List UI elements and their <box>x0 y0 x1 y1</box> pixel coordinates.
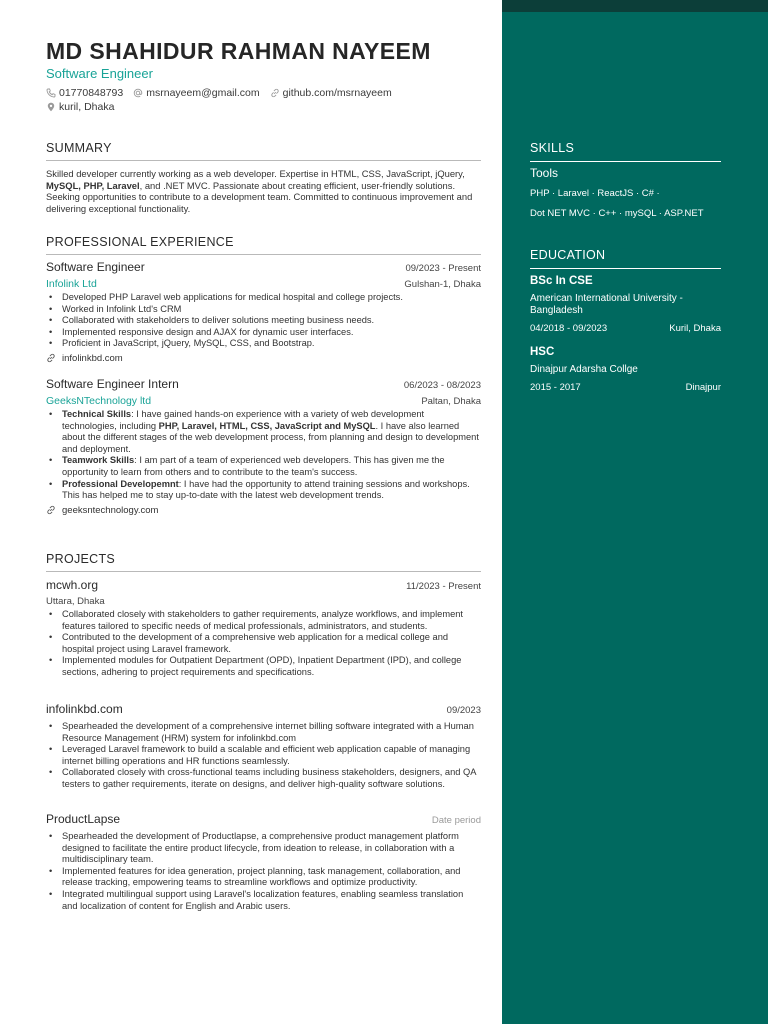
job-entry-bullets <box>46 409 481 502</box>
summary-text-part2: , and .NET MVC. Passionate about creating efficient, user-friendly solutions. Seeking opportunities to contribute to a development team. Committed to continuous improvement and delivering exceptional functionality. <box>46 179 473 214</box>
project-date: Date period <box>431 815 481 826</box>
github-contact[interactable] <box>270 87 392 99</box>
project-bullets <box>46 609 481 679</box>
project-bullets <box>46 831 481 912</box>
education-heading: EDUCATION <box>530 248 721 269</box>
job-entry-date: 09/2023 - Present <box>405 263 481 274</box>
summary-heading: SUMMARY <box>46 141 481 161</box>
project-bullets <box>46 721 481 791</box>
education-location: Kuril, Dhaka <box>669 323 721 334</box>
projects-heading: PROJECTS <box>46 552 481 572</box>
list-item <box>46 479 481 502</box>
bullet-label: Professional Developemnt <box>62 478 179 489</box>
bullet-text: . I have also learned about the different stages of the web development process, from planning and design to development and deployment. <box>62 420 479 454</box>
job-entry-company[interactable]: Infolink Ltd <box>46 278 97 290</box>
summary-text-part1: Skilled developer currently working as a web developer. Expertise in HTML, CSS, JavaScript, jQuery, <box>46 168 465 179</box>
job-entry-title: Software Engineer <box>46 260 145 274</box>
summary-text-bold: MySQL, PHP, Laravel <box>46 179 140 191</box>
project-entry <box>46 578 481 679</box>
education-location: Dinajpur <box>685 382 721 393</box>
job-title: Software Engineer <box>46 66 153 81</box>
list-item: • Proficient in JavaScript, jQuery, MySQL, CSS, and Bootstrap. <box>46 338 481 350</box>
job-entry-link[interactable] <box>46 353 481 364</box>
education-entry <box>530 275 721 334</box>
project-date: 11/2023 - Present <box>406 581 481 592</box>
job-entry <box>46 260 481 364</box>
job-entry-date: 06/2023 - 08/2023 <box>403 380 481 391</box>
list-item <box>46 409 481 455</box>
contact-row <box>46 87 392 99</box>
location-row <box>46 101 114 113</box>
project-entry <box>46 702 481 791</box>
job-entry-company[interactable]: GeeksNTechnology ltd <box>46 395 152 407</box>
location-text: kuril, Dhaka <box>59 101 115 113</box>
education-date: 04/2018 - 09/2023 <box>530 323 608 334</box>
list-item: • Implemented features for idea generation, project planning, task management, collaboration, and release tracking, empowering teams to streamline workflows and optimize productivity. <box>46 866 481 889</box>
list-item <box>46 455 481 478</box>
list-item: • Collaborated closely with cross-functional teams including business stakeholders, designers, and QA testers to gather requirements, iterate on designs, and deliver high-quality software solutions. <box>46 767 481 790</box>
list-item: • Contributed to the development of a comprehensive web application for a medical college and hospital project using Laravel framework. <box>46 632 481 655</box>
email-contact[interactable] <box>133 87 259 99</box>
list-item: • Leveraged Laravel framework to build a scalable and efficient web application capable of managing internet billing operations and HR functions seamlessly. <box>46 744 481 767</box>
project-location: Uttara, Dhaka <box>46 596 105 607</box>
phone-contact[interactable] <box>46 87 123 99</box>
sidebar-top-band <box>502 0 768 12</box>
link-icon <box>270 88 280 98</box>
at-icon <box>133 88 143 98</box>
project-title: infolinkbd.com <box>46 702 123 716</box>
education-date-row <box>530 323 721 334</box>
list-item: • Integrated multilingual support using Laravel's localization features, enabling seamless translation and localization of content for English and Arabic users. <box>46 889 481 912</box>
bullet-bold: PHP, Laravel, HTML, CSS, JavaScript and MySQL <box>158 420 376 431</box>
candidate-name: MD SHAHIDUR RAHMAN NAYEEM <box>46 38 431 64</box>
skills-line: PHP · Laravel · ReactJS · C# · <box>530 188 660 199</box>
link-icon <box>46 353 56 363</box>
education-entry <box>530 346 721 393</box>
job-entry-title: Software Engineer Intern <box>46 377 179 391</box>
experience-heading: PROFESSIONAL EXPERIENCE <box>46 235 481 255</box>
list-item: • Implemented responsive design and AJAX for dynamic user interfaces. <box>46 327 481 339</box>
summary-text <box>46 168 481 214</box>
location-contact <box>46 101 114 113</box>
skills-line: Dot NET MVC · C++ · mySQL · ASP.NET <box>530 208 704 219</box>
phone-text: 01770848793 <box>59 87 124 99</box>
education-school: Dinajpur Adarsha Collge <box>530 364 638 375</box>
link-icon <box>46 505 56 515</box>
bullet-text: : I have gained hands-on experience with a variety of web development technologies, including <box>62 409 425 431</box>
list-item: • Spearheaded the development of Productlapse, a comprehensive product management platform designed to facilitate the entire product lifecycle, from ideation to release, in collaboration with a multidisciplinary team. <box>46 831 481 866</box>
bullet-text: : I am part of a team of experienced web developers. This has given me the opportunity to learn from others and to contribute to the team's success. <box>62 455 445 477</box>
github-text: github.com/msrnayeem <box>282 87 392 99</box>
job-entry <box>46 377 481 516</box>
job-entry-location: Paltan, Dhaka <box>421 396 481 407</box>
list-item: • Spearheaded the development of a comprehensive internet billing software integrated with a Human Resource Management (HRM) system for infolinkbd.com <box>46 721 481 744</box>
project-date: 09/2023 <box>446 705 481 716</box>
bullet-text: : I have had the opportunity to attend training sessions and workshops. This has helped me to stay up-to-date with the latest web development trends. <box>62 478 470 501</box>
bullet-label: Technical Skills <box>62 409 132 419</box>
job-entry-location: Gulshan-1, Dhaka <box>404 279 481 290</box>
list-item: • Collaborated with stakeholders to deliver solutions meeting business needs. <box>46 315 481 327</box>
phone-icon <box>46 88 56 98</box>
project-title: ProductLapse <box>46 812 121 826</box>
job-entry-bullets <box>46 292 481 350</box>
job-entry-link[interactable] <box>46 505 481 516</box>
education-school: American International University - Bangladesh <box>530 293 683 316</box>
list-item: • Developed PHP Laravel web applications for medical hospital and college projects. <box>46 292 481 304</box>
tools-label: Tools <box>530 166 559 180</box>
list-item: • Collaborated closely with stakeholders to gather requirements, analyze workflows, and implement features tailored to specific needs of medical professionals, administrators, and students. <box>46 609 481 632</box>
list-item: • Worked in Infolink Ltd's CRM <box>46 304 481 316</box>
project-title: mcwh.org <box>46 578 99 592</box>
skills-heading: SKILLS <box>530 141 721 162</box>
education-degree: BSc In CSE <box>530 275 593 287</box>
job-entry-link-text: infolinkbd.com <box>62 352 123 364</box>
job-entry-link-text: geeksntechnology.com <box>62 504 159 516</box>
education-date-row <box>530 382 721 393</box>
education-degree: HSC <box>530 346 555 358</box>
education-date: 2015 - 2017 <box>530 382 581 393</box>
list-item: • Implemented modules for Outpatient Department (OPD), Inpatient Department (IPD), and college sections, adhering to project requirements and specifications. <box>46 655 481 678</box>
email-text: msrnayeem@gmail.com <box>146 87 260 99</box>
bullet-label: Teamwork Skills <box>62 455 135 466</box>
location-pin-icon <box>46 102 56 112</box>
project-entry <box>46 812 481 912</box>
